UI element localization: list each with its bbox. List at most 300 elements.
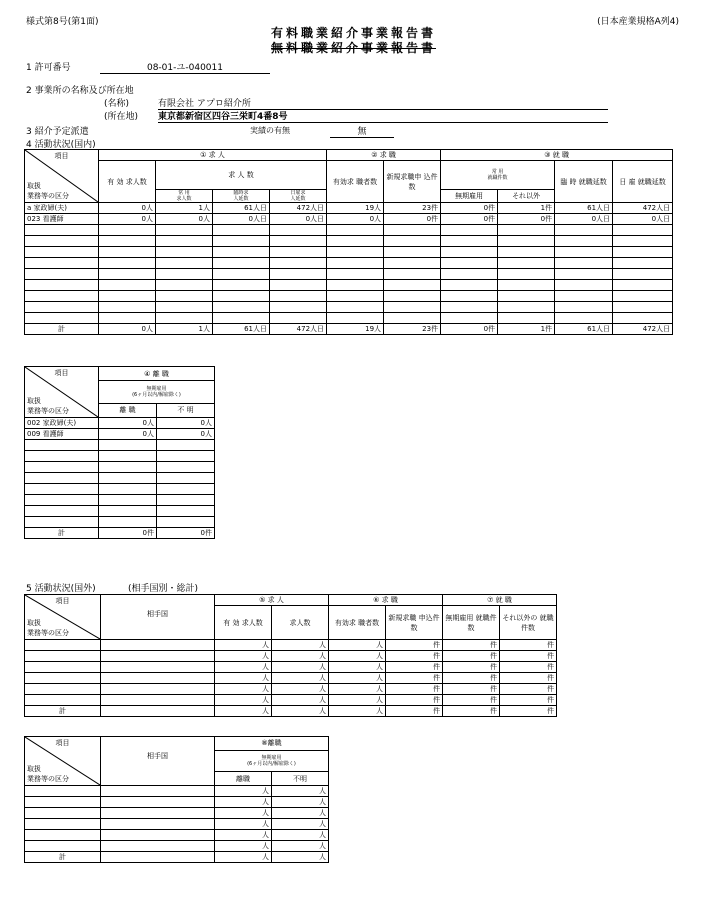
table-cell: 0人	[99, 429, 157, 440]
table-cell	[327, 280, 384, 291]
table-cell	[270, 269, 327, 280]
category-header-3: 取扱 業務等の区分	[27, 619, 69, 637]
total-cell: 0人	[99, 324, 156, 335]
domestic-label: 4 活動状況(国内)	[26, 140, 96, 150]
table-row-empty	[25, 269, 673, 280]
total-cell: 472人日	[270, 324, 327, 335]
unit-cell: 人	[272, 695, 329, 706]
col-os-valid-offers: 有 効 求人数	[215, 606, 272, 640]
unit-cell: 件	[443, 706, 500, 717]
unit-cell: 件	[386, 662, 443, 673]
table-cell	[327, 247, 384, 258]
table-cell	[101, 640, 215, 651]
table-cell	[555, 236, 613, 247]
table-row-empty	[25, 808, 329, 819]
title-free	[0, 39, 707, 56]
table-cell	[157, 484, 215, 495]
office-name-value: 有限会社 アプロ紹介所	[158, 96, 608, 110]
table-cell	[101, 819, 215, 830]
table-cell	[555, 302, 613, 313]
table-cell	[25, 495, 99, 506]
table-row-empty	[25, 830, 329, 841]
table-cell	[25, 440, 99, 451]
table-cell	[25, 673, 101, 684]
table-cell	[213, 258, 270, 269]
unit-cell: 件	[386, 706, 443, 717]
table-row-empty	[25, 302, 673, 313]
total-label: 計	[25, 528, 99, 539]
table-row-empty	[25, 280, 673, 291]
col-unknown: 不 明	[157, 403, 215, 417]
table-cell	[498, 225, 555, 236]
table-cell	[101, 695, 215, 706]
col-os-valid-seekers: 有効求 職者数	[329, 606, 386, 640]
unit-cell: 人	[215, 706, 272, 717]
unit-cell: 人	[329, 706, 386, 717]
col-regular-placements-label: 常 用 就職件数	[487, 169, 508, 181]
table-cell	[384, 269, 441, 280]
unit-cell: 件	[386, 684, 443, 695]
row-label: 002 家政婦(夫)	[25, 418, 99, 429]
table-cell	[156, 225, 213, 236]
table-row-empty	[25, 225, 673, 236]
unit-cell: 件	[443, 640, 500, 651]
table-row	[25, 214, 673, 225]
table-cell	[555, 313, 613, 324]
table-cell	[555, 247, 613, 258]
item-header: 項目	[54, 152, 69, 160]
table-cell	[498, 269, 555, 280]
unit-cell: 人	[215, 852, 272, 863]
table-row-empty	[25, 517, 215, 528]
table-cell	[25, 786, 101, 797]
category-header-2: 取扱 業務等の区分	[27, 397, 69, 415]
col-regular-offers	[156, 190, 213, 203]
unit-cell: 人	[272, 684, 329, 695]
table-row-empty	[25, 451, 215, 462]
table-cell: 0人	[156, 214, 213, 225]
license-label: 1 許可番号	[26, 63, 71, 73]
row-label: 023 看護師	[25, 214, 99, 225]
unit-cell: 人	[329, 651, 386, 662]
unit-cell: 人	[215, 830, 272, 841]
unit-cell: 件	[500, 662, 557, 673]
table-cell: 472人日	[270, 203, 327, 214]
office-address-label: (所在地)	[104, 112, 139, 122]
unit-cell: 件	[443, 684, 500, 695]
table-cell	[156, 258, 213, 269]
unit-cell: 件	[386, 673, 443, 684]
table-cell	[213, 291, 270, 302]
col-regular-offers-label: 常 用 求人数	[176, 190, 192, 202]
separation-table	[24, 366, 215, 539]
table-cell	[99, 451, 157, 462]
col-temp-placements: 臨 時 就職延数	[555, 161, 613, 203]
table-cell	[384, 247, 441, 258]
col-temp-offers	[213, 190, 270, 203]
table-row	[25, 429, 215, 440]
table-cell	[498, 291, 555, 302]
table-cell	[555, 225, 613, 236]
table-cell	[327, 236, 384, 247]
table-cell	[157, 473, 215, 484]
table-cell	[441, 247, 498, 258]
item-header-2: 項目	[54, 369, 69, 377]
group-header-separation: ④ 離 職	[99, 367, 215, 381]
table4-body	[25, 786, 329, 863]
table-row-empty	[25, 640, 557, 651]
table-cell	[498, 280, 555, 291]
overseas-separation-table	[24, 736, 329, 863]
table-cell	[25, 280, 99, 291]
table-cell	[99, 225, 156, 236]
table-cell: 0人日	[270, 214, 327, 225]
table-cell	[213, 280, 270, 291]
table-cell	[613, 258, 673, 269]
unit-cell: 人	[215, 841, 272, 852]
table-cell	[99, 247, 156, 258]
col-new-applications: 新規求職申 込件数	[384, 161, 441, 203]
table-cell	[327, 302, 384, 313]
table-cell	[555, 291, 613, 302]
table3-body	[25, 640, 557, 717]
office-address-value: 東京都新宿区四谷三栄町4番8号	[158, 109, 608, 123]
table-cell	[101, 808, 215, 819]
col-os-other-placements: それ以外の 就職件数	[500, 606, 557, 640]
table-cell	[25, 313, 99, 324]
table-cell: 0件	[441, 203, 498, 214]
table-cell	[25, 808, 101, 819]
group-header-overseas-offers: ⑤ 求 人	[215, 595, 329, 606]
table-cell: 0件	[498, 214, 555, 225]
unit-cell: 人	[215, 695, 272, 706]
table-cell	[270, 291, 327, 302]
unit-cell: 人	[329, 662, 386, 673]
col-day-offers	[270, 190, 327, 203]
table-cell	[25, 258, 99, 269]
table-cell	[99, 302, 156, 313]
table-cell	[99, 462, 157, 473]
table-cell	[25, 841, 101, 852]
table-cell	[270, 225, 327, 236]
unit-cell: 人	[215, 797, 272, 808]
unit-cell: 人	[272, 797, 329, 808]
table-row-empty	[25, 695, 557, 706]
unit-cell: 件	[443, 695, 500, 706]
unit-cell: 人	[272, 830, 329, 841]
table-cell	[613, 302, 673, 313]
table-cell	[270, 280, 327, 291]
table-cell	[156, 313, 213, 324]
table-row-empty	[25, 651, 557, 662]
unit-cell: 件	[443, 651, 500, 662]
table-cell: 23件	[384, 203, 441, 214]
total-cell: 0件	[441, 324, 498, 335]
table-cell	[25, 695, 101, 706]
table-cell	[156, 291, 213, 302]
table-cell	[25, 819, 101, 830]
table-cell: 61人日	[555, 203, 613, 214]
unit-cell: 人	[215, 808, 272, 819]
total-cell: 61人日	[213, 324, 270, 335]
table-cell	[441, 225, 498, 236]
table-row-empty	[25, 236, 673, 247]
table-cell	[25, 830, 101, 841]
table-cell	[270, 236, 327, 247]
table-cell: 0人	[99, 203, 156, 214]
table-cell	[156, 280, 213, 291]
unit-cell: 人	[272, 852, 329, 863]
table-cell	[25, 236, 99, 247]
table-cell	[101, 684, 215, 695]
unit-cell: 人	[272, 819, 329, 830]
unit-cell: 人	[215, 786, 272, 797]
col-partner-country-2: 相手国	[101, 737, 215, 786]
table-row-empty	[25, 247, 673, 258]
table-cell	[25, 517, 99, 528]
total-label: 計	[25, 706, 101, 717]
table-row-empty	[25, 495, 215, 506]
table-cell	[613, 225, 673, 236]
table-cell	[99, 495, 157, 506]
separation-subheader-label: 無期雇用 (6ヶ月以内/解雇除く)	[132, 385, 181, 398]
unit-cell: 件	[386, 651, 443, 662]
group-header-job-seekers: ② 求 職	[327, 150, 441, 161]
table-cell	[327, 291, 384, 302]
table-cell	[25, 473, 99, 484]
table-row-empty	[25, 662, 557, 673]
unit-cell: 件	[500, 684, 557, 695]
office-label: 2 事業所の名称及び所在地	[26, 86, 134, 96]
header-diagonal-cell-4	[25, 737, 101, 786]
unit-cell: 件	[443, 662, 500, 673]
overseas-separation-subheader-label: 無期雇用 (6ヶ月以内/解雇除く)	[247, 754, 296, 767]
item-header-4: 項目	[55, 739, 70, 747]
col-indefinite: 無期雇用	[441, 190, 498, 203]
table-cell	[613, 280, 673, 291]
unit-cell: 件	[500, 651, 557, 662]
table-cell	[99, 280, 156, 291]
table-cell	[101, 786, 215, 797]
col-os-separated: 離職	[215, 772, 272, 786]
total-row	[25, 852, 329, 863]
group-header-job-offers: ① 求 人	[99, 150, 327, 161]
table-cell	[327, 313, 384, 324]
table-cell	[99, 313, 156, 324]
col-regular-placements	[441, 161, 555, 190]
table-cell	[99, 291, 156, 302]
table-cell	[156, 236, 213, 247]
unit-cell: 件	[443, 673, 500, 684]
table-cell	[384, 236, 441, 247]
table-cell: 0人日	[213, 214, 270, 225]
table-cell	[101, 662, 215, 673]
table-cell	[613, 247, 673, 258]
table-cell	[101, 797, 215, 808]
unit-cell: 件	[500, 640, 557, 651]
overseas-separation-subheader	[215, 750, 329, 771]
table-cell	[25, 462, 99, 473]
unit-cell: 人	[329, 673, 386, 684]
table-row-empty	[25, 313, 673, 324]
table-cell	[213, 247, 270, 258]
table-cell: 0人日	[555, 214, 613, 225]
unit-cell: 人	[329, 640, 386, 651]
table-cell	[327, 269, 384, 280]
table-row-empty	[25, 786, 329, 797]
category-header: 取扱 業務等の区分	[27, 182, 69, 200]
table-cell	[441, 258, 498, 269]
table-row-empty	[25, 462, 215, 473]
table-cell	[25, 225, 99, 236]
table-cell	[441, 291, 498, 302]
table-cell	[270, 302, 327, 313]
unit-cell: 件	[500, 695, 557, 706]
table-cell: 0人	[99, 214, 156, 225]
col-os-offer-count: 求人数	[272, 606, 329, 640]
table-cell	[25, 651, 101, 662]
table-cell	[99, 506, 157, 517]
col-day-placements: 日 雇 就職延数	[613, 161, 673, 203]
table-cell: 0件	[441, 214, 498, 225]
unit-cell: 人	[272, 651, 329, 662]
table-cell: 0人	[157, 429, 215, 440]
table-row-empty	[25, 440, 215, 451]
table-cell	[270, 247, 327, 258]
table-cell	[101, 830, 215, 841]
col-os-new-applications: 新規求職 申込件数	[386, 606, 443, 640]
table-row-empty	[25, 473, 215, 484]
table-cell	[498, 313, 555, 324]
table-cell	[156, 247, 213, 258]
table-cell	[101, 706, 215, 717]
table-row-empty	[25, 673, 557, 684]
unit-cell: 件	[500, 706, 557, 717]
table-row	[25, 418, 215, 429]
table-cell: 0件	[384, 214, 441, 225]
total-label: 計	[25, 852, 101, 863]
table-cell	[25, 247, 99, 258]
total-cell: 61人日	[555, 324, 613, 335]
dispatch-result-label: 実績の有無	[250, 126, 290, 135]
table-cell	[101, 852, 215, 863]
table-cell	[213, 302, 270, 313]
unit-cell: 件	[386, 695, 443, 706]
total-cell: 1件	[498, 324, 555, 335]
table-cell	[99, 484, 157, 495]
title-paid: 有料職業紹介事業報告書	[270, 26, 436, 40]
unit-cell: 人	[215, 651, 272, 662]
unit-cell: 人	[215, 662, 272, 673]
table-cell	[498, 302, 555, 313]
table-cell	[99, 236, 156, 247]
row-label: 009 看護師	[25, 429, 99, 440]
table-cell	[213, 236, 270, 247]
table-cell: 472人日	[613, 203, 673, 214]
table-cell	[384, 258, 441, 269]
unit-cell: 人	[215, 640, 272, 651]
unit-cell: 人	[215, 684, 272, 695]
table-cell	[25, 269, 99, 280]
table-cell	[157, 517, 215, 528]
table-cell	[99, 258, 156, 269]
table-cell	[555, 280, 613, 291]
table-cell	[213, 225, 270, 236]
col-partner-country: 相手国	[101, 595, 215, 640]
table-cell: 0人	[157, 418, 215, 429]
table-cell	[441, 236, 498, 247]
col-offer-count: 求 人 数	[156, 161, 327, 190]
domestic-activity-table	[24, 149, 673, 335]
unit-cell: 人	[215, 673, 272, 684]
total-cell: 1人	[156, 324, 213, 335]
table-cell	[101, 673, 215, 684]
table-cell	[384, 280, 441, 291]
unit-cell: 人	[215, 819, 272, 830]
unit-cell: 人	[272, 662, 329, 673]
table-cell	[101, 841, 215, 852]
table-cell: 61人日	[213, 203, 270, 214]
table-cell	[327, 225, 384, 236]
table-cell	[25, 302, 99, 313]
group-header-overseas-placements: ⑦ 就 職	[443, 595, 557, 606]
header-diagonal-cell	[25, 150, 99, 203]
table-cell	[555, 258, 613, 269]
table-cell: 0人	[327, 214, 384, 225]
table-cell	[384, 313, 441, 324]
total-label: 計	[25, 324, 99, 335]
group-header-overseas-separation: ⑧離職	[215, 737, 329, 751]
col-valid-seekers: 有効求 職者数	[327, 161, 384, 203]
table-cell	[613, 269, 673, 280]
overseas-label: 5 活動状況(国外)	[26, 584, 96, 594]
form-number: 様式第8号(第1面)	[26, 17, 99, 27]
col-temp-offers-label: 臨時求 人延数	[233, 190, 249, 202]
table-row	[25, 203, 673, 214]
total-row	[25, 706, 557, 717]
table-cell	[498, 258, 555, 269]
title-free-text: 無料職業紹介事業報告書	[270, 41, 436, 55]
total-cell: 23件	[384, 324, 441, 335]
table-cell: 19人	[327, 203, 384, 214]
col-other: それ以外	[498, 190, 555, 203]
unit-cell: 件	[500, 673, 557, 684]
row-label: a 家政婦(夫)	[25, 203, 99, 214]
table-cell	[157, 495, 215, 506]
table-cell	[25, 662, 101, 673]
col-os-unknown: 不明	[272, 772, 329, 786]
table-cell	[157, 506, 215, 517]
table-cell: 1件	[498, 203, 555, 214]
table-row-empty	[25, 484, 215, 495]
total-row	[25, 528, 215, 539]
table-cell	[498, 236, 555, 247]
table-cell	[157, 462, 215, 473]
table-cell: 0人	[99, 418, 157, 429]
table-cell	[213, 269, 270, 280]
table-cell: 0人日	[613, 214, 673, 225]
table-cell	[441, 269, 498, 280]
table-cell	[613, 291, 673, 302]
table-cell	[213, 313, 270, 324]
table-cell	[613, 313, 673, 324]
table-cell	[156, 269, 213, 280]
total-cell: 0件	[99, 528, 157, 539]
standard-label: (日本産業規格A列4)	[597, 17, 679, 27]
table-cell	[25, 451, 99, 462]
license-value: 08-01-ユ-040011	[100, 60, 270, 74]
unit-cell: 人	[329, 684, 386, 695]
